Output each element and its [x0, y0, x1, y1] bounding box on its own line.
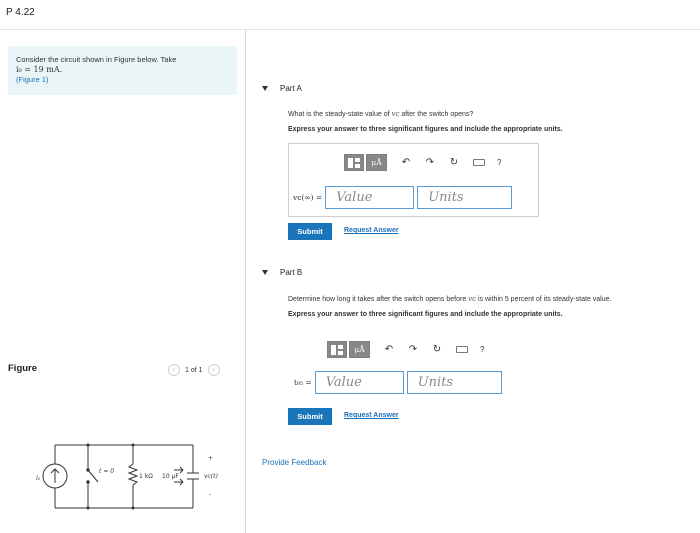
- figure-label: Figure: [8, 363, 38, 374]
- reset-icon[interactable]: ↻: [432, 344, 442, 355]
- part-a-header[interactable]: [262, 84, 302, 93]
- part-a: [262, 84, 302, 93]
- part-a-answer-box: [288, 143, 539, 217]
- switch-label: t = 0: [99, 468, 115, 475]
- help-icon[interactable]: ?: [480, 345, 485, 354]
- part-a-request-answer-link[interactable]: Request Answer: [344, 227, 399, 234]
- prev-figure-button[interactable]: ‹: [168, 364, 180, 376]
- part-b-question: Determine how long it takes after the switch opens before vᴄ is within 5 percent of its steady-state value.: [288, 295, 612, 303]
- part-a-value-input[interactable]: Value: [325, 186, 414, 209]
- reset-icon[interactable]: ↻: [449, 157, 459, 168]
- part-b-value-input[interactable]: Value: [315, 371, 404, 394]
- source-label: i₀: [36, 475, 41, 482]
- part-a-title: Part A: [280, 84, 302, 93]
- keyboard-icon[interactable]: [473, 159, 485, 166]
- voltage-label: vᴄ(t): [204, 473, 218, 480]
- resistor-label: 1 kΩ: [139, 473, 153, 480]
- plus-sign: +: [208, 455, 214, 462]
- capacitor-label: 10 μF: [162, 473, 179, 480]
- circuit-diagram: [8, 420, 238, 530]
- units-mu-icon[interactable]: μÅ: [349, 341, 370, 358]
- part-a-units-input[interactable]: Units: [417, 186, 512, 209]
- units-mu-icon[interactable]: μÅ: [366, 154, 387, 171]
- next-figure-button[interactable]: ›: [208, 364, 220, 376]
- redo-icon[interactable]: ↷: [425, 157, 435, 168]
- part-b-submit-button[interactable]: Submit: [288, 408, 332, 425]
- templates-icon[interactable]: [344, 154, 364, 171]
- part-a-toolbar: [344, 154, 501, 171]
- left-panel: [0, 30, 245, 533]
- part-a-answer-row: [293, 186, 512, 209]
- templates-icon[interactable]: [327, 341, 347, 358]
- undo-icon[interactable]: ↶: [401, 157, 411, 168]
- part-b-header[interactable]: [262, 268, 302, 277]
- part-a-question: What is the steady-state value of vᴄ after the switch opens?: [288, 110, 474, 118]
- part-b-toolbar: [327, 341, 484, 358]
- figure-link[interactable]: (Figure 1): [16, 75, 49, 84]
- part-a-instruction: Express your answer to three significant figures and include the appropriate units.: [288, 126, 563, 133]
- part-b-title: Part B: [280, 268, 303, 277]
- resistor-icon: [129, 464, 137, 485]
- redo-icon[interactable]: ↷: [408, 344, 418, 355]
- part-a-answer-label: vᴄ(∞) =: [293, 193, 323, 202]
- help-icon[interactable]: ?: [497, 158, 502, 167]
- switch-icon: [88, 470, 98, 482]
- minus-sign: -: [209, 491, 212, 498]
- problem-text: Consider the circuit shown in Figure below. Take: [16, 55, 177, 64]
- part-b: [262, 268, 302, 277]
- page-title: P 4.22: [6, 7, 35, 18]
- part-b-instruction: Express your answer to three significant figures and include the appropriate units.: [288, 311, 563, 318]
- pager-count: 1 of 1: [185, 366, 203, 374]
- undo-icon[interactable]: ↶: [384, 344, 394, 355]
- part-b-units-input[interactable]: Units: [407, 371, 502, 394]
- problem-statement: [8, 46, 237, 95]
- problem-current-value: i₀ = 19 mA.: [16, 65, 63, 74]
- column-divider: [245, 30, 246, 533]
- part-b-request-answer-link[interactable]: Request Answer: [344, 412, 399, 419]
- collapse-caret-icon[interactable]: [262, 270, 268, 275]
- provide-feedback-link[interactable]: Provide Feedback: [262, 458, 327, 467]
- figure-pager: [168, 364, 220, 376]
- part-a-submit-button[interactable]: Submit: [288, 223, 332, 240]
- keyboard-icon[interactable]: [456, 346, 468, 353]
- part-b-answer-label: t₉₅ =: [294, 378, 312, 387]
- part-b-answer-row: [294, 371, 502, 394]
- collapse-caret-icon[interactable]: [262, 86, 268, 91]
